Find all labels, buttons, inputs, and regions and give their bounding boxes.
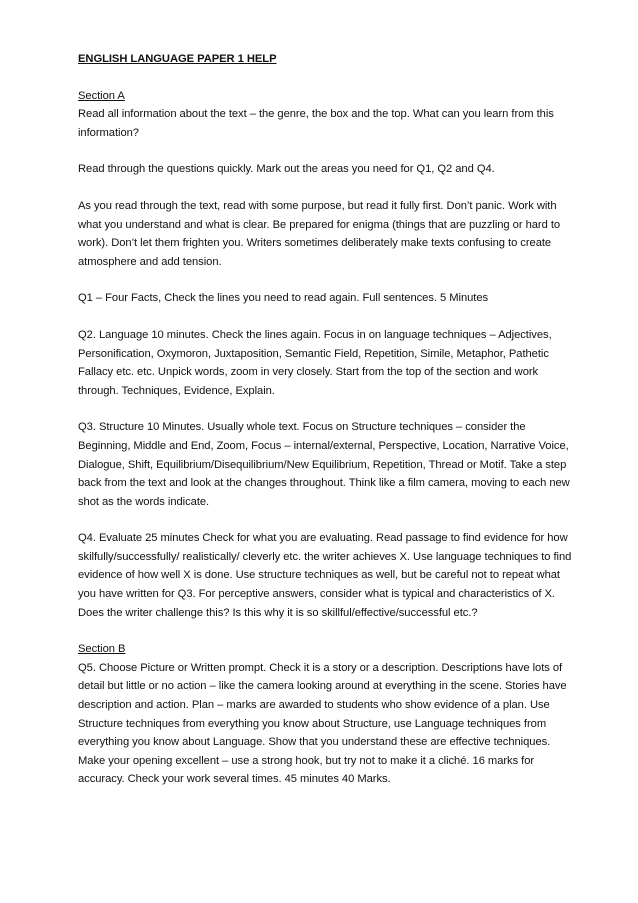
q4-paragraph: Q4. Evaluate 25 minutes Check for what you are evaluating. Read passage to find evidence for how skilfully/successfully/ realistically/ cleverly etc. the writer achieves X. Use language techniques to find evidence of how well X is done. Use structure techniques as well, but be careful not to repeat what you have written for Q3. For perceptive answers, consider what is typical and characteristics of X. Does the writer challenge this? Is this why it is so skillful/effective/successful etc.? xyxy=(78,532,572,619)
section-a-questions-paragraph: Read through the questions quickly. Mark out the areas you need for Q1, Q2 and Q4. xyxy=(78,163,495,176)
section-b-heading: Section B xyxy=(78,643,126,656)
q3-paragraph: Q3. Structure 10 Minutes. Usually whole text. Focus on Structure techniques – consider the Beginning, Middle and End, Zoom, Focus – internal/external, Perspective, Location, Narrative Voice, Dialogue, Shift, Equilibrium/Disequilibrium/New Equilibrium, Repetition, Thread or Motif. Take a step back from the text and look at the changes throughout. Think like a film camera, moving to each new shot as the words indicate. xyxy=(78,421,570,508)
q5-paragraph: Q5. Choose Picture or Written prompt. Check it is a story or a description. Descriptions have lots of detail but little or no action – like the camera looking around at everything in the scene. Stories have description and action. Plan – marks are awarded to students who show evidence of a plan. Use Structure techniques from everything you know about Structure, use Language techniques from everything you know about Language. Show that you understand these are effective techniques. Make your opening excellent – use a strong hook, but try not to make it a cliché. 16 marks for accuracy. Check your work several times. 45 minutes 40 Marks. xyxy=(78,661,567,786)
document-title: ENGLISH LANGUAGE PAPER 1 HELP xyxy=(78,53,277,65)
section-a-intro-paragraph: Read all information about the text – the genre, the box and the top. What can you learn from this information? xyxy=(78,108,554,139)
document-page xyxy=(78,50,573,789)
q1-paragraph: Q1 – Four Facts, Check the lines you need to read again. Full sentences. 5 Minutes xyxy=(78,292,489,305)
section-a-reading-paragraph: As you read through the text, read with some purpose, but read it fully first. Don’t panic. Work with what you understand and what is clear. Be prepared for enigma (things that are puzzling or hard to work). Don’t let them frighten you. Writers sometimes deliberately make texts confusing to create atmosphere and add tension. xyxy=(78,199,561,268)
q2-paragraph: Q2. Language 10 minutes. Check the lines again. Focus in on language techniques – Adjectives, Personification, Oxymoron, Juxtaposition, Semantic Field, Repetition, Simile, Metaphor, Pathetic Fallacy etc. etc. Unpick words, zoom in very closely. Start from the top of the section and work through. Techniques, Evidence, Explain. xyxy=(78,328,552,397)
section-a-heading: Section A xyxy=(78,89,125,102)
